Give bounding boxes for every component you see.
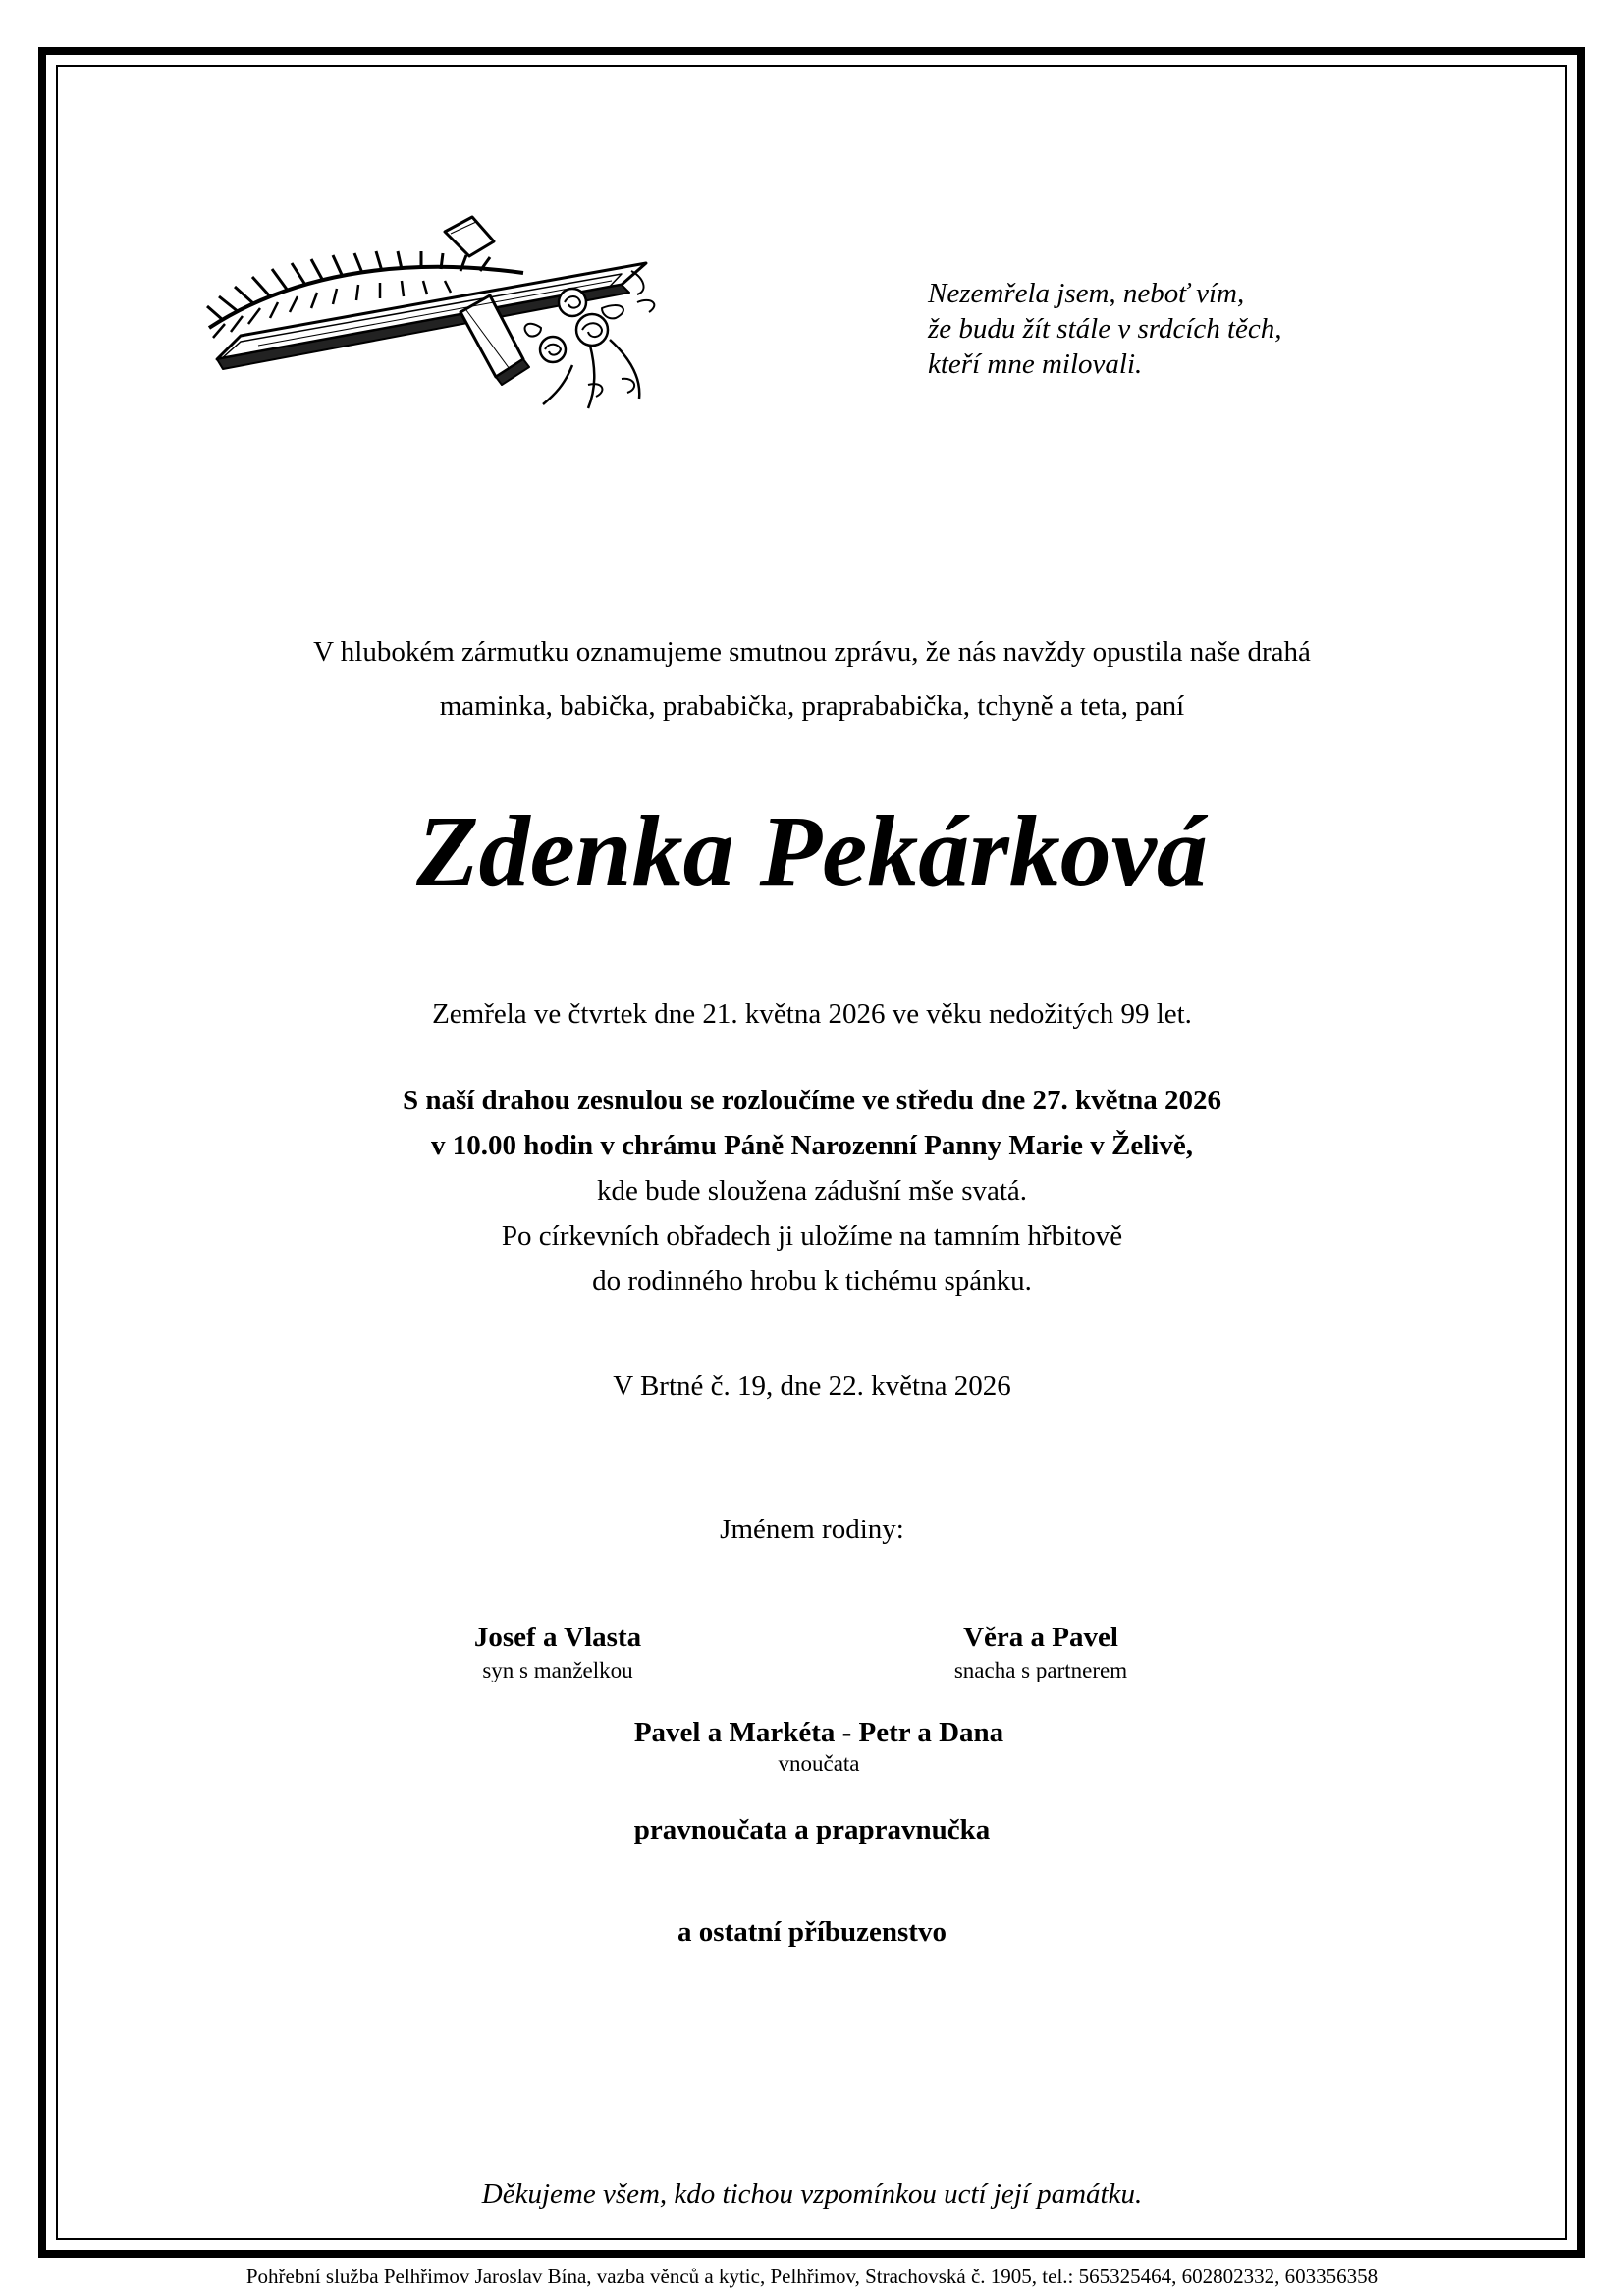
intro-text [0,625,1624,733]
family-member [573,1713,1064,1776]
family-member-names: Věra a Pavel [963,1622,1118,1653]
funeral-line: do rodinného hrobu k tichému spánku. [592,1265,1032,1297]
motto-quote [928,276,1282,382]
death-notice: Zemřela ve čtvrtek dne 21. května 2026 ve věku nedožitých 99 let. [432,998,1192,1030]
motto-line: Nezemřela jsem, neboť vím, [928,278,1245,309]
funeral-line: Po církevních obřadech ji uložíme na tamním hřbitově [501,1220,1123,1252]
cross-with-palm-and-roses-icon [199,212,690,420]
family-member-relation: snacha s partnerem [953,1658,1128,1682]
family-label: Jménem rodiny: [720,1514,904,1545]
deceased-name: Zdenka Pekárková [416,795,1208,908]
thanks-note: Děkujeme všem, kdo tichou vzpomínkou uctí její památku. [481,2178,1143,2210]
funeral-line: kde bude sloužena zádušní mše svatá. [596,1175,1028,1206]
great-grandchildren: pravnoučata a prapravnučka [633,1814,991,1845]
funeral-line: S naší drahou zesnulou se rozloučíme ve středu dne 27. května 2026 [402,1085,1222,1116]
place-and-date: V Brtné č. 19, dne 22. května 2026 [613,1370,1011,1402]
funeral-line: v 10.00 hodin v chrámu Páně Narozenní Panny Marie v Želivě, [430,1130,1193,1161]
motto-line: že budu žít stále v srdcích těch, [928,313,1282,345]
funeral-details [0,1078,1624,1304]
family-member-relation: vnoučata [778,1751,860,1776]
family-member [312,1618,803,1684]
family-member-names: Josef a Vlasta [473,1622,642,1653]
intro-line: maminka, babička, prababička, praprababička, tchyně a teta, paní [439,690,1185,721]
intro-line: V hlubokém zármutku oznamujeme smutnou zprávu, že nás navždy opustila naše drahá [313,636,1311,667]
motto-line: kteří mne milovali. [928,348,1143,380]
family-member-names: Pavel a Markéta - Petr a Dana [633,1717,1004,1748]
other-relatives: a ostatní příbuzenstvo [677,1916,947,1948]
family-member [795,1618,1286,1684]
funeral-service-footer: Pohřební služba Pelhřimov Jaroslav Bína, vazba věnců a kytic, Pelhřimov, Strachovská č. 1905, tel.: 565325464, 602802332, 603356358 [245,2265,1379,2288]
family-member-relation: syn s manželkou [482,1658,633,1682]
